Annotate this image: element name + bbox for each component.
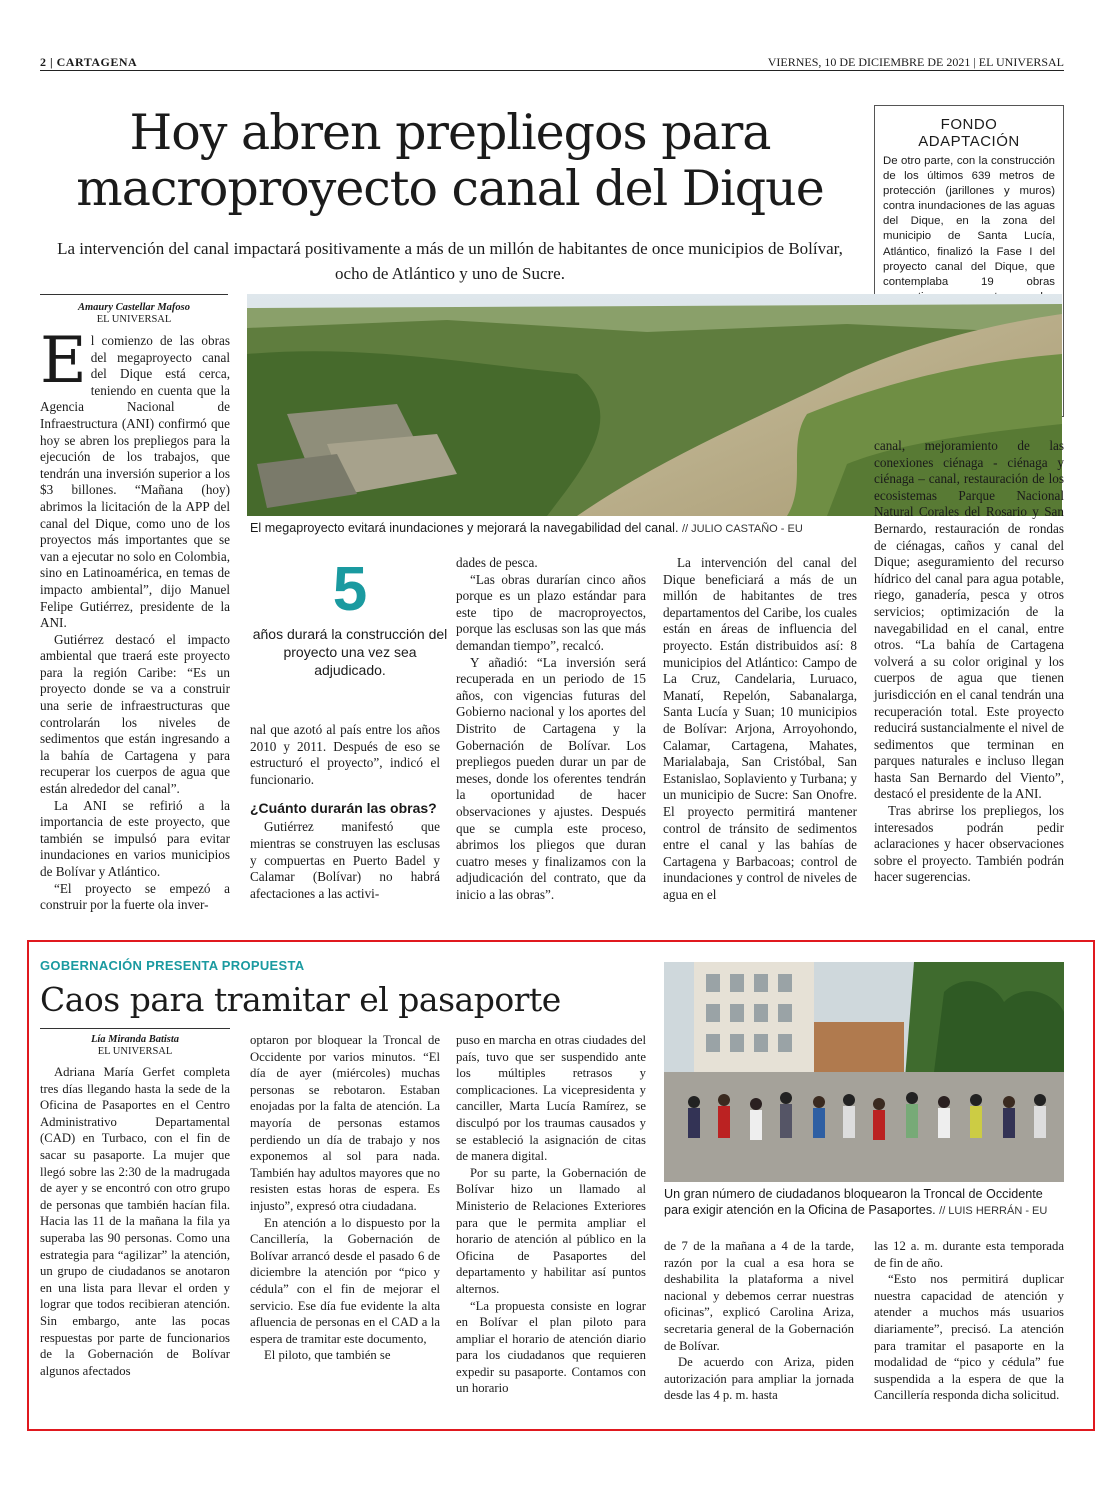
main-outlet: EL UNIVERSAL [96, 314, 172, 325]
sidebox-title-1: FONDO [940, 116, 998, 133]
main-author: Amaury Castellar Mafoso [77, 302, 190, 313]
main-col5-p1: canal, mejoramiento de las conexiones ciénaga - ciénaga y ciénaga – canal, restauración de los ecosistemas Parque Nacional Natural Corales del Rosario y San Bernardo, restauración de rondas de ciénagas, caños y canal del Dique; aseguramiento del recurso hídrico del canal para agua potable, riego, ganadería, pesca y otros servicios; optimización de la navegabilidad en el canal, entre otros. “La bahía de Cartagena volverá a su color original y los cuerpos de agua que tienen jurisdicción en el canal tendrán una recuperación total. Este proyecto reducirá sustancialmente el nivel de sedimentos que terminan en parques naturales e incluso llegan hasta San Bernardo del Viento”, destacó el presidente de la ANI. [874, 438, 1064, 802]
passport-byline-rule [40, 1028, 230, 1029]
main-col2-p2: Gutiérrez manifestó que mientras se construyen las esclusas y compuertas en Puerto Badel y Calamar (Bolívar) no habrá afectaciones a las activi- [250, 819, 440, 901]
passport-outlet: EL UNIVERSAL [97, 1046, 173, 1057]
passport-col3-p3: “La propuesta consiste en lograr en Bolívar el plan piloto para ampliar el horario de atención diario para los ciudadanos que requieren expedir su pasaporte. Contamos con un horario [456, 1298, 646, 1396]
main-column-5 [874, 438, 1064, 886]
fact-number: 5 [332, 555, 368, 624]
main-col3-p1: dades de pesca. [456, 555, 538, 570]
passport-column-5 [874, 1238, 1064, 1404]
main-headline [40, 105, 860, 217]
main-col1-p1: l comienzo de las obras del megaproyecto canal del Dique está cerca, teniendo en cuenta que la Agencia Nacional de Infraestructura (ANI) confirmó que hoy se abren los prepliegos para la ejecución de los trabajos, que tendrán una inversión superior a los $3 billones. “Mañana (hoy) abrimos la licitación de la APP del canal del Dique, como uno de los proyectos más importantes que se van a ejecutar no solo en Colombia, sino en Latinoamérica, en temas de impacto ambiental”, dijo Manuel Felipe Gutiérrez, presidente de la ANI. [40, 333, 230, 631]
main-column-1 [40, 324, 230, 914]
main-column-2 [250, 722, 440, 902]
byline-rule-top [40, 294, 228, 295]
main-col1-p3: La ANI se refirió a la importancia de este proyecto, que también se impulsó para evitar inundaciones en varios municipios de Bolívar y Atlántico. [40, 797, 230, 879]
page-section-label: 2 | CARTAGENA [40, 55, 138, 69]
headline-line-1: Hoy abren prepliegos para [129, 104, 771, 161]
passport-photo [664, 962, 1064, 1182]
main-column-3 [456, 555, 646, 903]
main-col1-p2: Gutiérrez destacó el impacto ambiental que traerá este proyecto para la región Caribe: “Es un proyecto donde se va a construir una serie de infraestructuras que controlarán los niveles de sedimentos que están ingresando a la bahía de Cartagena y para recuperar los cuerpos de agua que están alrededor del canal”. [40, 631, 230, 797]
sidebox-title-2: ADAPTACIÓN [918, 133, 1020, 150]
passport-caption-text: Un gran número de ciudadanos bloquearon la Troncal de Occidente para exigir atención en la Oficina de Pasaportes. [664, 1187, 1043, 1217]
fact-box [250, 557, 450, 717]
passport-col5-p2: “Esto nos permitirá duplicar nuestra capacidad de atención y atender a muchos más usuarios diariamente”, precisó. La atención para tramitar el pasaporte en la modalidad de “pico y cédula” fue suspendida a la espera de que la Cancillería responda dicha solicitud. [874, 1272, 1064, 1403]
main-col4-p1: La intervención del canal del Dique beneficiará a más de un millón de habitantes de tres departamentos del Caribe, los cuales están en áreas de influencia del proyecto. Están distribuidos así: 8 municipios del Atlántico: Campo de La Cruz, Candelaria, Luruaco, Manatí, Repelón, Sabanalarga, Santa Lucía y Suan; 10 municipios de Bolívar: Arjona, Arroyohondo, Calamar, Cartagena, Mahates, Marialabaja, San Cristóbal, San Estanislao, Soplaviento y Turbana; y un municipio de Sucre: San Onofre. El proyecto permitirá mantener control de tránsito de sedimentos entre el canal y las bahías de Cartagena y Barbacoas; control de inundaciones y control de niveles de agua en el [663, 555, 857, 902]
passport-caption-credit: // LUIS HERRÁN - EU [939, 1205, 1048, 1217]
main-col2-p1: nal que azotó al país entre los años 2010 y 2011. Después de eso se estructuró el proyecto”, indicó el funcionario. [250, 722, 440, 787]
page-header [40, 53, 1064, 71]
main-col1-p4: “El proyecto se empezó a construir por la fuerte ola inver- [40, 880, 230, 913]
passport-column-4 [664, 1238, 854, 1404]
passport-photo-caption [664, 1186, 1064, 1219]
passport-col4-p1: de 7 de la mañana a 4 de la tarde, razón por la cual a esa hora se deshabilita la plataforma a nivel nacional y debemos cerrar nuestras oficinas”, explicó Carolina Ariza, secretaria general de la Gobernación de Bolívar. [664, 1239, 854, 1353]
main-col3-p3: Y añadió: “La inversión será recuperada en un periodo de 15 años, con vigencias futuras del Gobierno nacional y los aportes del Distrito de Cartagena y la Gobernación de Bolívar. Los prepliegos pueden durar un par de meses, donde los oferentes tendrán la oportunidad de hacer observaciones y ajustes. Después que se cumpla este proceso, abrimos los pliegos que duran cuatro meses y finalizamos con la adjudicación del contrato, que da inicio a las obras”. [456, 654, 646, 902]
headline-line-2: macroproyecto canal del Dique [76, 160, 824, 217]
passport-photo-image [664, 962, 1064, 1182]
main-col3-p2: “Las obras durarían cinco años porque es un plazo estándar para este tipo de macroproyectos, porque las esclusas son las que más demandan tiempo”, recalcó. [456, 571, 646, 653]
passport-column-3 [456, 1032, 646, 1397]
passport-col1-p1: Adriana María Gerfet completa tres días llegando hasta la sede de la Oficina de Pasaportes en el Centro Administrativo Departamental (CAD) en Turbaco, con el fin de sacar su pasaporte. La mujer que llegó sobre las 2:30 de la madrugada de ayer y se encontró con otro grupo de personas que también hacían fila. Hacia las 11 de la mañana la fila ya superaba las 90 personas. Como una estrategia para “agilizar” la atención, un grupo de ciudadanos se anotaron en una lista para llevar el orden y lograr que todos recibieran atención. Sin embargo, ante las pocas respuestas por parte de funcionarios de la Gobernación de Bolívar algunos afectados [40, 1065, 230, 1378]
main-byline [40, 302, 228, 326]
passport-col3-p2: Por su parte, la Gobernación de Bolívar hizo un llamado al Ministerio de Relaciones Exteriores para que le permita ampliar el horario de atención al público en la Oficina de Pasaportes del departamento y habilitar así puntos alternos. [456, 1165, 646, 1296]
passport-column-2 [250, 1032, 440, 1364]
passport-col2-p1: optaron por bloquear la Troncal de Occidente por varios minutos. “El día de ayer (miércoles) muchas personas se rebotaron. Estaban enojadas por la falta de atención. La mayoría de personas estamos perdiendo un día de trabajo y nos exponemos al sol para nada. También hay adultos mayores que no resisten estas horas de espera. Es injusto”, expresó otra ciudadana. [250, 1033, 440, 1213]
passport-kicker: GOBERNACIÓN PRESENTA PROPUESTA [40, 958, 305, 973]
main-caption-text: El megaproyecto evitará inundaciones y mejorará la navegabilidad del canal. [250, 521, 679, 535]
passport-byline [40, 1034, 230, 1058]
passport-col2-p2: En atención a lo dispuesto por la Cancillería, la Gobernación de Bolívar arrancó desde el pasado 6 de diciembre la atención por “pico y cédula” con el fin de mejorar el servicio. Ese día fue evidente la alta afluencia de personas en el CAD a la espera de tramitar este documento, [250, 1215, 440, 1346]
date-paper-label: VIERNES, 10 DE DICIEMBRE DE 2021 | EL UNIVERSAL [767, 55, 1064, 69]
passport-author: Lía Miranda Batista [90, 1034, 180, 1045]
main-caption-credit: // JULIO CASTAÑO - EU [681, 523, 803, 535]
passport-col2-p3: El piloto, que también se [264, 1348, 391, 1363]
passport-column-1 [40, 1064, 230, 1379]
main-subhead: La intervención del canal impactará positivamente a más de un millón de habitantes de once municipios de Bolívar, ocho de Atlántico y uno de Sucre. [57, 239, 843, 283]
passport-col4-p2: De acuerdo con Ariza, piden autorización para ampliar la jornada desde las 4 p. m. hasta [664, 1355, 854, 1403]
main-col2-subhead: ¿Cuánto durarán las obras? [250, 800, 437, 817]
passport-headline: Caos para tramitar el pasaporte [40, 980, 561, 1019]
sidebox-body: De otro parte, con la construcción de los últimos 639 metros de protección (jarillones y muros) contra inundaciones de las aguas del Dique, en la zona del municipio de Santa Lucía, Atlántico, finalizó la Fase I del proyecto canal del Dique, que contemplaba 19 obras [883, 155, 1055, 288]
main-column-4 [663, 555, 857, 903]
main-col5-p2: Tras abrirse los prepliegos, los interesados podrán pedir aclaraciones y hacer observaciones sobre el proyecto. También podrán hacer sugerencias. [874, 803, 1064, 885]
dropcap: E [40, 324, 87, 398]
passport-col5-p1: las 12 a. m. durante esta temporada de fin de año. [874, 1239, 1064, 1270]
fact-text: años durará la construcción del proyecto una vez sea adjudicado. [252, 626, 448, 678]
passport-col3-p1: puso en marcha en otras ciudades del país, tuvo que ser suspendido ante los múltiples retrasos y complicaciones. La vicepresidenta y canciller, Marta Lucía Ramírez, se disculpó por los traumas causados y se estableció la asignación de citas de manera digital. [456, 1033, 646, 1164]
